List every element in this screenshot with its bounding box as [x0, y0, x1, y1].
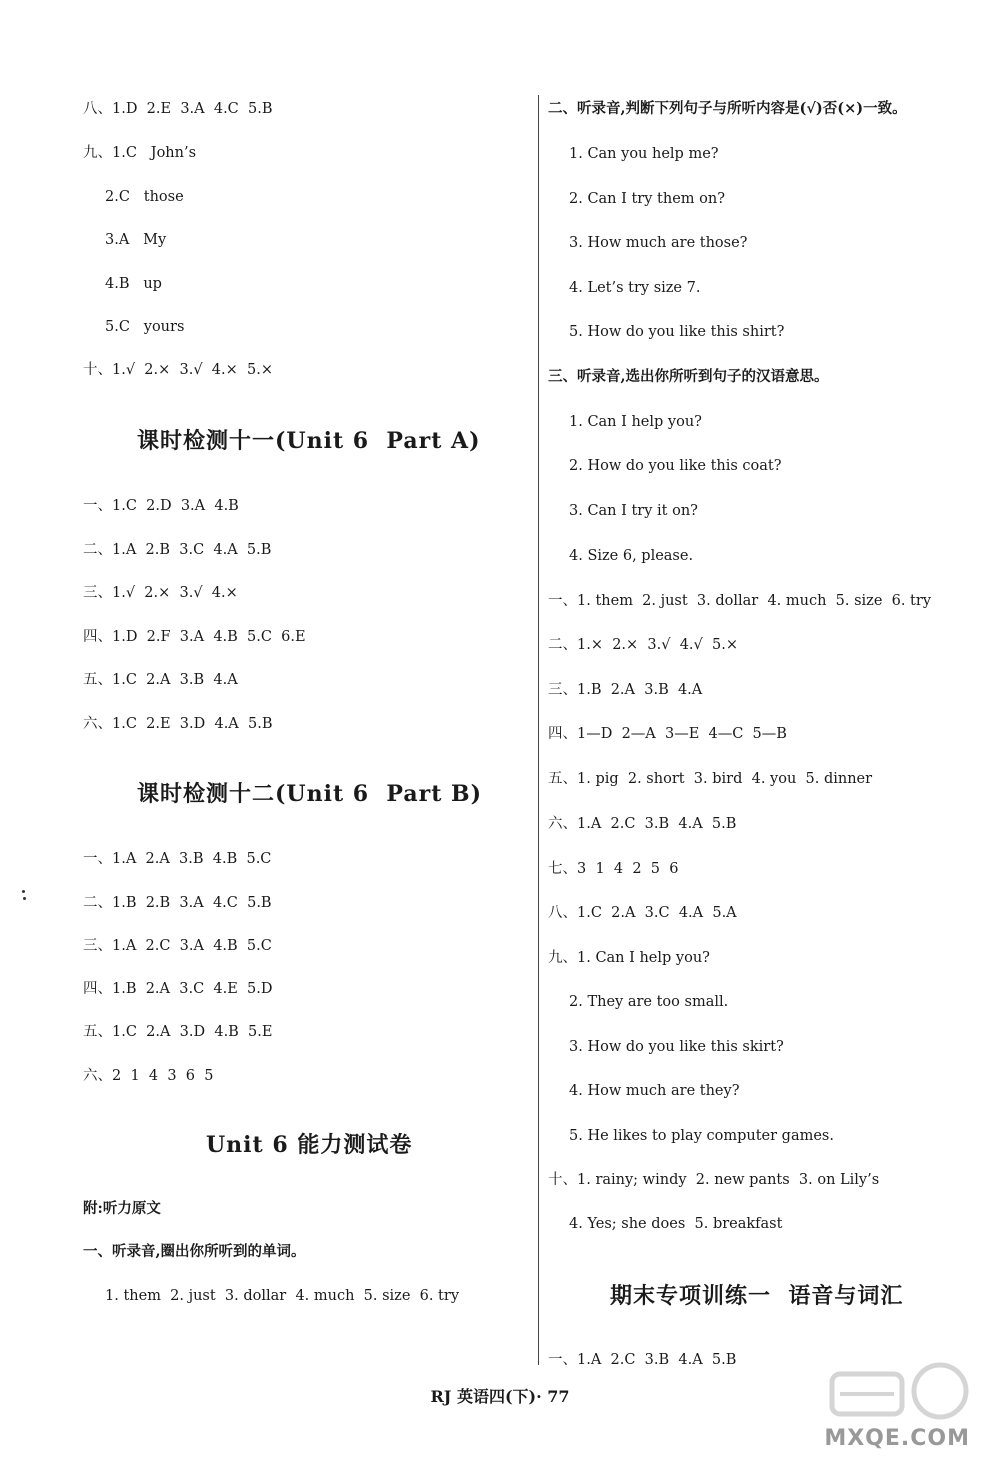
answer-line: 2. They are too small. — [569, 994, 729, 1010]
answer-line: 二、1.× 2.× 3.√ 4.√ 5.× — [548, 637, 738, 653]
answer-line: 四、1.B 2.A 3.C 4.E 5.D — [83, 981, 273, 997]
answer-line: 一、1.A 2.A 3.B 4.B 5.C — [83, 851, 272, 867]
section-heading: 课时检测十二(Unit 6 Part B) — [137, 781, 483, 807]
answer-line: 九、1. Can I help you? — [548, 950, 710, 966]
answer-line: 3. How do you like this skirt? — [569, 1039, 784, 1055]
answer-line: 七、3 1 4 2 5 6 — [548, 861, 679, 877]
answer-line: 六、1.A 2.C 3.B 4.A 5.B — [548, 816, 737, 832]
answer-line: 1. them 2. just 3. dollar 4. much 5. size 6. try — [105, 1288, 460, 1304]
listening-item: 1. Can I help you? — [569, 414, 702, 430]
answer-line: 4. Yes; she does 5. breakfast — [569, 1216, 783, 1232]
answer-line: 3.A My — [105, 232, 167, 248]
scan-dot — [22, 890, 25, 893]
listening-item: 3. Can I try it on? — [569, 503, 698, 519]
answer-line: 六、1.C 2.E 3.D 4.A 5.B — [83, 716, 273, 732]
answer-line: 二、1.A 2.B 3.C 4.A 5.B — [83, 542, 272, 558]
listening-item: 2. Can I try them on? — [569, 191, 725, 207]
listening-item: 3. How much are those? — [569, 235, 748, 251]
listening-item: 5. How do you like this shirt? — [569, 324, 785, 340]
section-heading: Unit 6 能力测试卷 — [206, 1132, 413, 1158]
answer-line: 八、1.D 2.E 3.A 4.C 5.B — [83, 101, 273, 117]
answer-line: 八、1.C 2.A 3.C 4.A 5.A — [548, 905, 737, 921]
answer-line: 四、1—D 2—A 3—E 4—C 5—B — [548, 726, 787, 742]
watermark-text: MXQE.COM — [824, 1426, 970, 1451]
answer-line: 一、1. them 2. just 3. dollar 4. much 5. size 6. try — [548, 593, 932, 609]
answer-line: 二、1.B 2.B 3.A 4.C 5.B — [83, 895, 272, 911]
answer-line: 4.B up — [105, 276, 162, 292]
answer-line: 一、1.C 2.D 3.A 4.B — [83, 498, 239, 514]
answer-line: 5.C yours — [105, 319, 185, 335]
answer-line: 四、1.D 2.F 3.A 4.B 5.C 6.E — [83, 629, 306, 645]
scan-dot — [23, 897, 26, 900]
answer-line: 2.C those — [105, 189, 184, 205]
appendix-label: 附:听力原文 — [83, 1200, 161, 1217]
question-heading: 三、听录音,选出你所听到句子的汉语意思。 — [548, 368, 829, 385]
section-heading: 课时检测十一(Unit 6 Part A) — [137, 428, 481, 454]
answer-line: 5. He likes to play computer games. — [569, 1128, 834, 1144]
listening-item: 4. Size 6, please. — [569, 548, 694, 564]
listening-item: 2. How do you like this coat? — [569, 458, 782, 474]
answer-line: 五、1.C 2.A 3.B 4.A — [83, 672, 238, 688]
answer-line: 十、1. rainy; windy 2. new pants 3. on Lily’s — [548, 1172, 880, 1188]
answer-line: 九、1.C John’s — [83, 145, 197, 161]
question-heading: 二、听录音,判断下列句子与所听内容是(√)否(×)一致。 — [548, 100, 907, 117]
answer-line: 六、2 1 4 3 6 5 — [83, 1068, 214, 1084]
answer-line: 一、1.A 2.C 3.B 4.A 5.B — [548, 1352, 737, 1368]
section-heading: 期末专项训练一 语音与词汇 — [610, 1283, 904, 1309]
listening-item: 1. Can you help me? — [569, 146, 719, 162]
answer-line: 十、1.√ 2.× 3.√ 4.× 5.× — [83, 362, 273, 378]
column-divider — [538, 95, 539, 1365]
answer-line: 三、1.A 2.C 3.A 4.B 5.C — [83, 938, 272, 954]
answer-line: 五、1. pig 2. short 3. bird 4. you 5. dinner — [548, 771, 873, 787]
answer-line: 4. How much are they? — [569, 1083, 740, 1099]
listening-item: 4. Let’s try size 7. — [569, 280, 701, 296]
answer-line: 五、1.C 2.A 3.D 4.B 5.E — [83, 1024, 273, 1040]
page-footer: RJ 英语四(下)· 77 — [430, 1387, 570, 1406]
answer-line: 三、1.√ 2.× 3.√ 4.× — [83, 585, 238, 601]
answer-line: 三、1.B 2.A 3.B 4.A — [548, 682, 703, 698]
question-heading: 一、听录音,圈出你所听到的单词。 — [83, 1243, 306, 1260]
